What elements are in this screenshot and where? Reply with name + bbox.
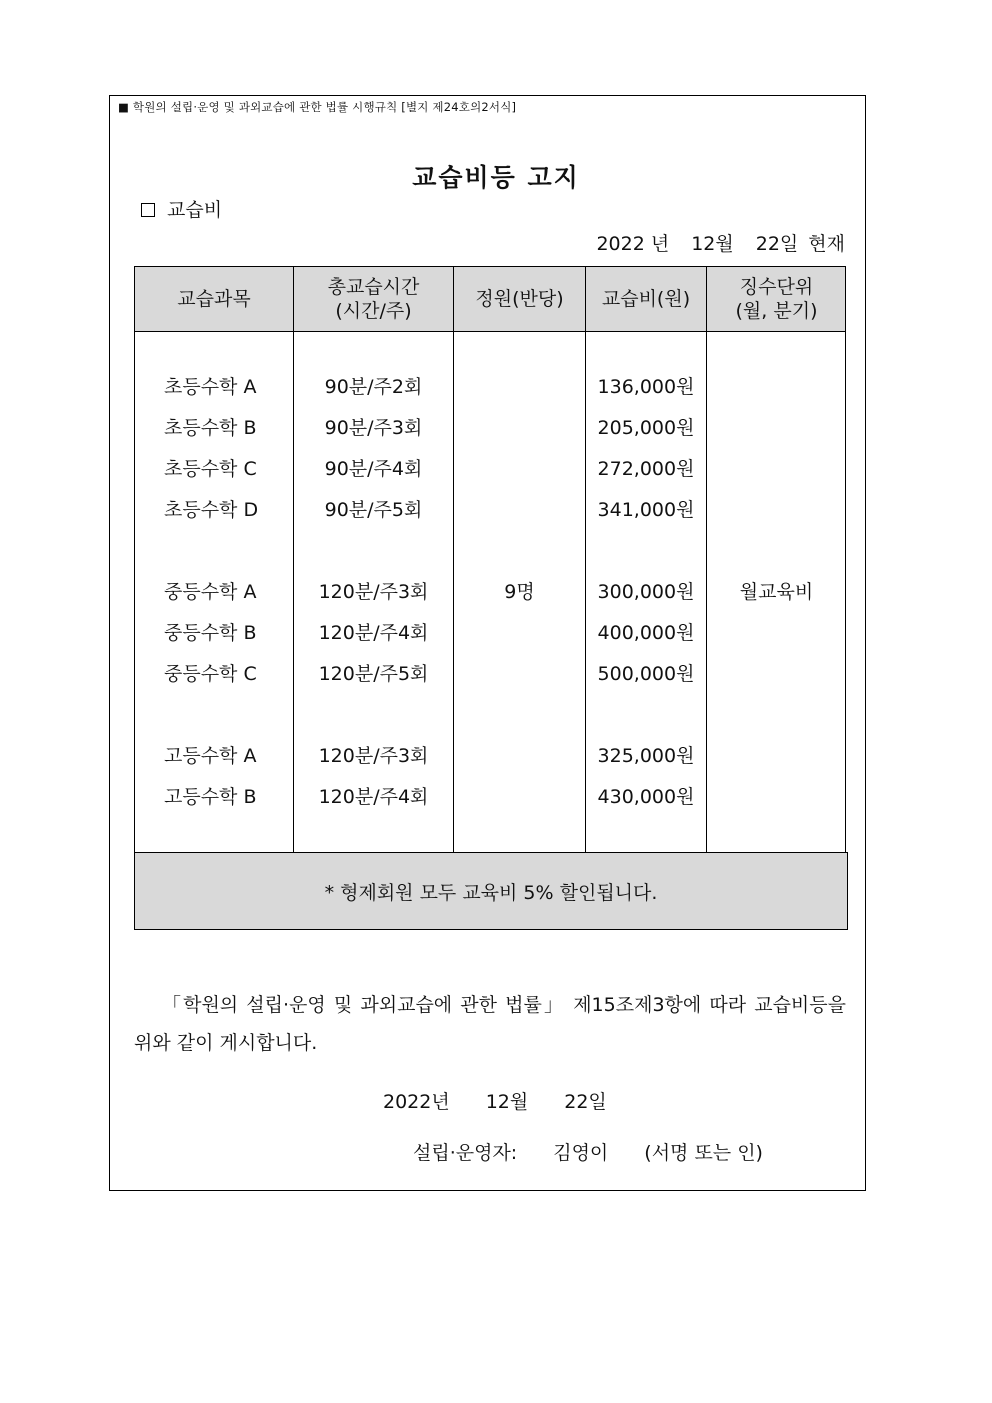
row-fee: 341,000원 bbox=[597, 499, 695, 521]
row-fee: 272,000원 bbox=[597, 458, 695, 480]
row-hours: 90분/주5회 bbox=[324, 499, 423, 521]
operator-sign: (서명 또는 인) bbox=[644, 1142, 763, 1164]
as-of-date bbox=[586, 229, 845, 256]
header-unit bbox=[707, 267, 846, 331]
notice-month: 12월 bbox=[485, 1091, 529, 1113]
header-unit-line2: (월, 분기) bbox=[735, 300, 818, 322]
as-of-suffix: 현재 bbox=[808, 233, 845, 255]
header-fee: 교습비(원) bbox=[601, 288, 691, 310]
operator-label: 설립·운영자: bbox=[413, 1142, 518, 1164]
row-fee: 205,000원 bbox=[597, 417, 695, 439]
header-hours-line2: (시간/주) bbox=[335, 300, 412, 322]
column-divider bbox=[706, 267, 707, 852]
row-fee: 430,000원 bbox=[597, 786, 695, 808]
row-fee: 300,000원 bbox=[597, 581, 695, 603]
row-subject: 고등수학 B bbox=[164, 786, 257, 808]
row-hours: 90분/주3회 bbox=[324, 417, 423, 439]
column-divider bbox=[453, 267, 454, 852]
row-subject: 중등수학 A bbox=[164, 581, 257, 603]
row-fee: 325,000원 bbox=[597, 745, 695, 767]
row-subject: 초등수학 B bbox=[164, 417, 257, 439]
row-hours: 120분/주4회 bbox=[318, 622, 429, 644]
section-header bbox=[141, 195, 222, 222]
row-hours: 90분/주2회 bbox=[324, 376, 423, 398]
statement bbox=[134, 986, 846, 1062]
header-hours bbox=[294, 267, 453, 331]
statement-line2: 위와 같이 게시합니다. bbox=[134, 1032, 318, 1054]
checkbox-square-icon bbox=[141, 203, 155, 217]
header-unit-line1: 징수단위 bbox=[739, 276, 814, 298]
capacity-value: 9명 bbox=[504, 581, 535, 603]
header-capacity: 정원(반당) bbox=[475, 288, 564, 310]
header-subject: 교습과목 bbox=[177, 288, 251, 310]
row-subject: 중등수학 B bbox=[164, 622, 257, 644]
header-hours-line1: 총교습시간 bbox=[327, 276, 420, 298]
statement-line1: 「학원의 설립·운영 및 과외교습에 관한 법률」 제15조제3항에 따라 교습비등을 bbox=[162, 994, 846, 1016]
fee-table bbox=[134, 266, 846, 853]
row-subject: 초등수학 D bbox=[164, 499, 259, 521]
operator-signature bbox=[413, 1138, 763, 1165]
regulation-note: ■ 학원의 설립·운영 및 과외교습에 관한 법률 시행규칙 [별지 제24호의2서식] bbox=[118, 100, 517, 114]
row-hours: 120분/주3회 bbox=[318, 745, 429, 767]
operator-name: 김영이 bbox=[553, 1142, 609, 1164]
notice-day: 22일 bbox=[564, 1091, 607, 1113]
row-subject: 초등수학 C bbox=[164, 458, 257, 480]
row-fee: 136,000원 bbox=[597, 376, 695, 398]
notice-date bbox=[383, 1087, 607, 1114]
row-subject: 중등수학 C bbox=[164, 663, 257, 685]
discount-note: * 형제회원 모두 교육비 5% 할인됩니다. bbox=[134, 852, 848, 930]
row-fee: 500,000원 bbox=[597, 663, 695, 685]
section-label: 교습비 bbox=[167, 199, 223, 221]
as-of-day: 22일 bbox=[755, 233, 799, 255]
notice-year: 2022년 bbox=[383, 1091, 450, 1113]
row-hours: 120분/주4회 bbox=[318, 786, 429, 808]
row-fee: 400,000원 bbox=[597, 622, 695, 644]
row-subject: 초등수학 A bbox=[164, 376, 257, 398]
row-hours: 90분/주4회 bbox=[324, 458, 423, 480]
page-title: 교습비등 고지 bbox=[412, 163, 580, 192]
as-of-month: 12월 bbox=[691, 233, 734, 255]
row-hours: 120분/주3회 bbox=[318, 581, 429, 603]
row-hours: 120분/주5회 bbox=[318, 663, 429, 685]
row-subject: 고등수학 A bbox=[164, 745, 257, 767]
as-of-year: 2022 년 bbox=[596, 233, 670, 255]
unit-value: 월교육비 bbox=[739, 581, 814, 603]
